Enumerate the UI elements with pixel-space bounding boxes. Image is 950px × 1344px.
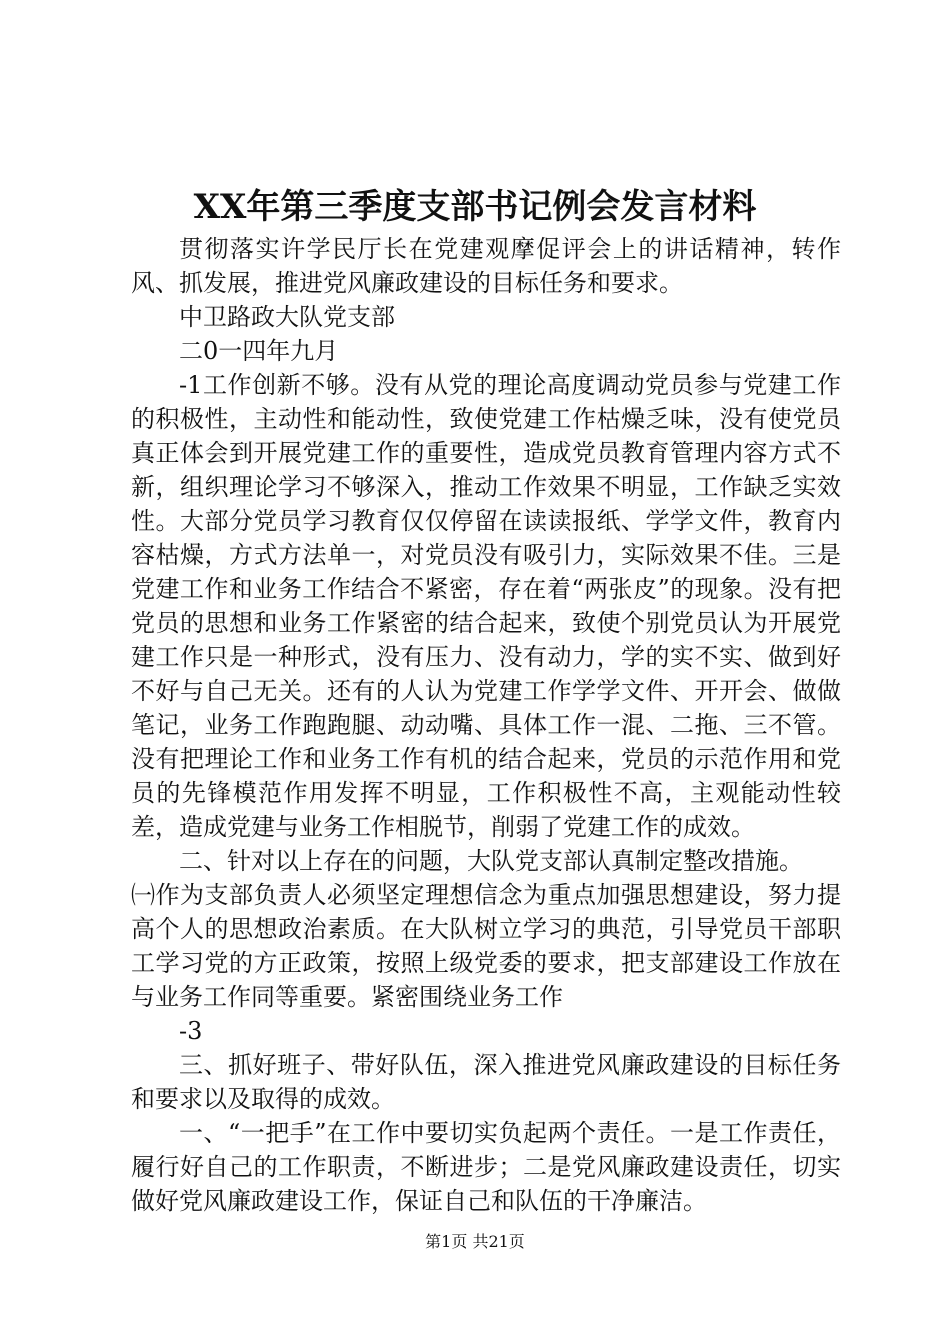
paragraph-section-two: 二、针对以上存在的问题，大队党支部认真制定整改措施。 xyxy=(179,847,803,875)
paragraph-problems: -1工作创新不够。没有从党的理论高度调动党员参与党建工作的积极性，主动性和能动性，致使党建工作枯燥乏味，没有使党员真正体会到开展党建工作的重要性，造成党员教育管理内容方式不新，组织理论学习不够深入，推动工作效果不明显，工作缺乏实效性。大部分党员学习教育仅仅停留在读读报纸、学学文件，教育内容枯燥，方式方法单一，对党员没有吸引力，实际效果不佳。三是党建工作和业务工作结合不紧密，存在着“两张皮”的现象。没有把党员的思想和业务工作紧密的结合起来，致使个别党员认为开展党建工作只是一种形式，没有压力、没有动力，学的实不实、做到好不好与自己无关。还有的人认为党建工作学学文件、开开会、做做笔记，业务工作跑跑腿、动动嘴、具体工作一混、二拖、三不管。没有把理论工作和业务工作有机的结合起来，党员的示范作用和党员的先锋模范作用发挥不明显，工作积极性不高，主观能动性较差，造成党建与业务工作相脱节，削弱了党建工作的成效。 xyxy=(131,371,841,841)
paragraph-intro: 贯彻落实许学民厅长在党建观摩促评会上的讲话精神，转作风、抓发展，推进党风廉政建设的目标任务和要求。 xyxy=(131,235,841,297)
paragraph-page-marker: -3 xyxy=(179,1017,203,1045)
document-body xyxy=(131,232,841,1218)
paragraph-date: 二0一四年九月 xyxy=(179,337,339,365)
paragraph-organization: 中卫路政大队党支部 xyxy=(179,303,395,331)
document-title: XX年第三季度支部书记例会发言材料 xyxy=(193,187,757,227)
paragraph-responsibility: 一、“一把手”在工作中要切实负起两个责任。一是工作责任，履行好自己的工作职责，不断进步；二是党风廉政建设责任，切实做好党风廉政建设工作，保证自己和队伍的干净廉洁。 xyxy=(131,1119,841,1215)
paragraph-section-three: 三、抓好班子、带好队伍，深入推进党风廉政建设的目标任务和要求以及取得的成效。 xyxy=(131,1051,841,1113)
paragraph-measure-one: ㈠作为支部负责人必须坚定理想信念为重点加强思想建设，努力提高个人的思想政治素质。在大队树立学习的典范，引导党员干部职工学习党的方正政策，按照上级党委的要求，把支部建设工作放在与业务工作同等重要。紧密围绕业务工作 xyxy=(131,881,841,1011)
page-footer: 第1页 共21页 xyxy=(425,1232,525,1251)
